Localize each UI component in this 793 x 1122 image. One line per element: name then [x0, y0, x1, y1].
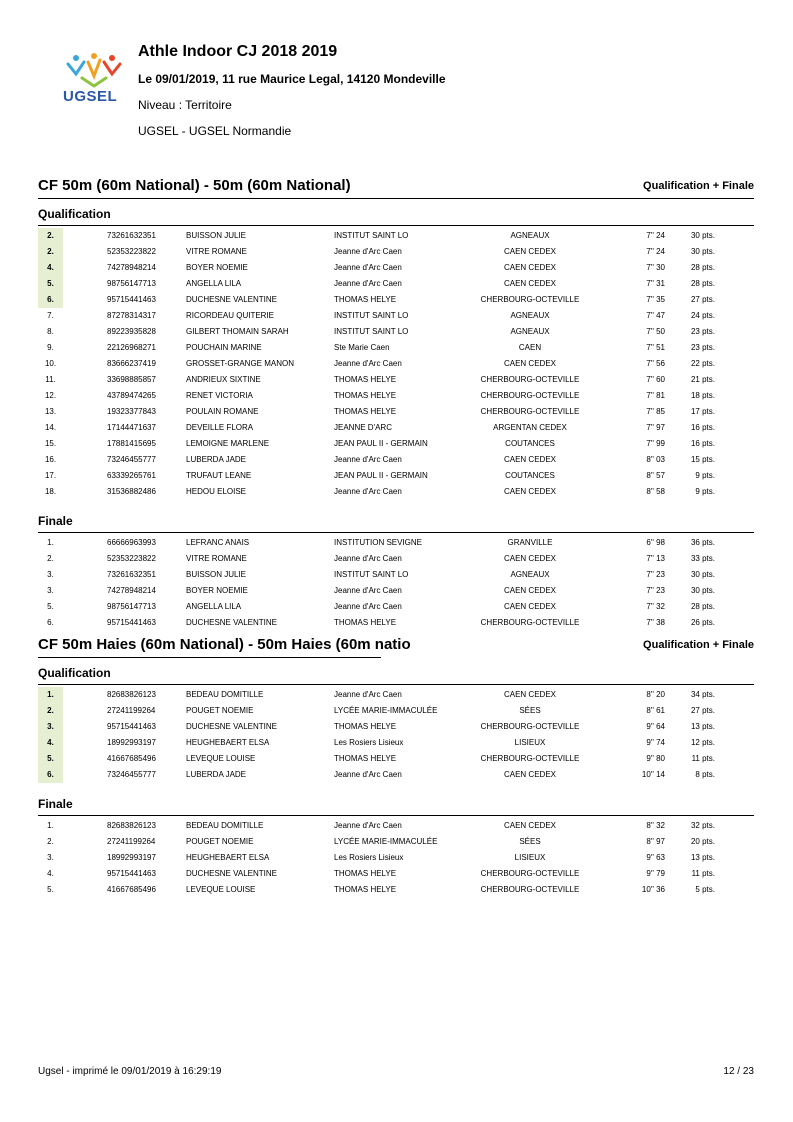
performance: 10'' 36 — [641, 885, 665, 894]
performance: 7'' 30 — [646, 263, 665, 272]
rank: 1. — [38, 687, 63, 703]
club: INSTITUT SAINT LO — [334, 311, 409, 320]
athlete-name: POUCHAIN MARINE — [186, 343, 262, 352]
club: THOMAS HELYE — [334, 295, 397, 304]
athlete-name: POULAIN ROMANE — [186, 407, 259, 416]
license-number: 52353223822 — [107, 554, 156, 563]
rank: 1. — [47, 821, 54, 830]
result-row — [38, 719, 754, 735]
city: COUTANCES — [505, 471, 555, 480]
result-row — [38, 436, 754, 452]
rank: 2. — [47, 554, 54, 563]
athlete-name: POUGET NOEMIE — [186, 837, 254, 846]
round-rule — [38, 684, 754, 685]
result-row — [38, 244, 754, 260]
rank: 2. — [38, 228, 63, 244]
rank: 9. — [47, 343, 54, 352]
license-number: 74278948214 — [107, 586, 156, 595]
result-row — [38, 767, 754, 783]
license-number: 52353223822 — [107, 247, 156, 256]
license-number: 73261632351 — [107, 231, 156, 240]
performance: 9'' 80 — [646, 754, 665, 763]
city: COUTANCES — [505, 439, 555, 448]
athletes-logo-icon — [62, 52, 126, 92]
result-row — [38, 276, 754, 292]
license-number: 63339265761 — [107, 471, 156, 480]
athlete-name: LEVEQUE LOUISE — [186, 754, 256, 763]
rank: 3. — [47, 586, 54, 595]
rank: 5. — [47, 602, 54, 611]
rank: 6. — [38, 767, 63, 783]
club: THOMAS HELYE — [334, 618, 397, 627]
points: 12 pts. — [690, 738, 715, 747]
city: CAEN CEDEX — [503, 359, 556, 368]
city: CAEN CEDEX — [503, 263, 556, 272]
club: LYCÉE MARIE-IMMACULÉE — [334, 837, 438, 846]
performance: 7'' 56 — [646, 359, 665, 368]
athlete-name: GILBERT THOMAIN SARAH — [186, 327, 289, 336]
round-rule — [38, 532, 754, 533]
points: 13 pts. — [690, 853, 715, 862]
performance: 7'' 60 — [646, 375, 665, 384]
club: THOMAS HELYE — [334, 391, 397, 400]
club: Jeanne d'Arc Caen — [334, 263, 402, 272]
performance: 7'' 97 — [646, 423, 665, 432]
city: CHERBOURG-OCTEVILLE — [480, 869, 580, 878]
performance: 7'' 13 — [646, 554, 665, 563]
athlete-name: ANGELLA LILA — [186, 279, 242, 288]
athlete-name: RENET VICTORIA — [186, 391, 253, 400]
athlete-name: DUCHESNE VALENTINE — [186, 722, 277, 731]
performance: 8'' 57 — [646, 471, 665, 480]
rank: 11. — [45, 375, 56, 384]
athlete-name: LUBERDA JADE — [186, 455, 247, 464]
city: CHERBOURG-OCTEVILLE — [480, 754, 580, 763]
points: 33 pts. — [690, 554, 715, 563]
print-info: Ugsel - imprimé le 09/01/2019 à 16:29:19 — [38, 1066, 222, 1077]
city: CAEN CEDEX — [503, 690, 556, 699]
points: 27 pts. — [690, 295, 715, 304]
club: Jeanne d'Arc Caen — [334, 554, 402, 563]
club: Jeanne d'Arc Caen — [334, 821, 402, 830]
city: CHERBOURG-OCTEVILLE — [480, 722, 580, 731]
points: 27 pts. — [690, 706, 715, 715]
rank: 2. — [38, 244, 63, 260]
athlete-name: LEMOIGNE MARLENE — [186, 439, 270, 448]
event-rule — [38, 198, 754, 199]
result-row — [38, 703, 754, 719]
license-number: 43789474265 — [107, 391, 156, 400]
city: CHERBOURG-OCTEVILLE — [480, 618, 580, 627]
event-rule — [38, 657, 381, 658]
club: Jeanne d'Arc Caen — [334, 487, 402, 496]
rank: 13. — [44, 407, 57, 416]
rank: 5. — [47, 885, 54, 894]
city: CAEN CEDEX — [503, 554, 556, 563]
points: 9 pts. — [695, 487, 715, 496]
points: 26 pts. — [690, 618, 715, 627]
points: 5 pts. — [695, 885, 715, 894]
rank: 18. — [44, 487, 57, 496]
city: AGNEAUX — [510, 327, 550, 336]
performance: 8'' 97 — [646, 837, 665, 846]
points: 30 pts. — [690, 247, 715, 256]
athlete-name: HEUGHEBAERT ELSA — [186, 853, 270, 862]
club: THOMAS HELYE — [334, 869, 397, 878]
performance: 8'' 32 — [646, 821, 665, 830]
club: INSTITUT SAINT LO — [334, 327, 409, 336]
points: 32 pts. — [690, 821, 715, 830]
event-title: CF 50m (60m National) - 50m (60m National) — [38, 177, 351, 194]
event-header — [38, 177, 754, 199]
result-row — [38, 260, 754, 276]
license-number: 66666963993 — [107, 538, 156, 547]
athlete-name: RICORDEAU QUITERIE — [186, 311, 275, 320]
performance: 9'' 64 — [646, 722, 665, 731]
rank: 1. — [47, 538, 54, 547]
license-number: 95715441463 — [107, 295, 156, 304]
points: 8 pts. — [695, 770, 715, 779]
athlete-name: BUISSON JULIE — [186, 231, 247, 240]
result-row — [38, 599, 754, 615]
city: CAEN — [518, 343, 542, 352]
license-number: 98756147713 — [107, 602, 156, 611]
points: 9 pts. — [695, 471, 715, 480]
rank: 6. — [38, 292, 63, 308]
license-number: 22126968271 — [107, 343, 156, 352]
license-number: 89223935828 — [107, 327, 156, 336]
event-type: Qualification + Finale — [643, 639, 754, 651]
result-row — [38, 850, 754, 866]
round-rule — [38, 225, 754, 226]
points: 30 pts. — [690, 586, 715, 595]
license-number: 18992993197 — [107, 738, 156, 747]
rank: 3. — [47, 570, 54, 579]
license-number: 18992993197 — [107, 853, 156, 862]
performance: 6'' 98 — [646, 538, 665, 547]
athlete-name: DEVEILLE FLORA — [186, 423, 254, 432]
city: GRANVILLE — [507, 538, 553, 547]
organizer: UGSEL - UGSEL Normandie — [138, 124, 292, 138]
points: 11 pts. — [691, 869, 715, 878]
athlete-name: BEDEAU DOMITILLE — [186, 821, 264, 830]
license-number: 73261632351 — [107, 570, 156, 579]
result-row — [38, 866, 754, 882]
result-row — [38, 882, 754, 898]
rank: 14. — [44, 423, 57, 432]
points: 28 pts. — [690, 263, 715, 272]
logo-text: UGSEL — [63, 88, 118, 105]
athlete-name: POUGET NOEMIE — [186, 706, 254, 715]
license-number: 87278314317 — [107, 311, 156, 320]
round-rule — [38, 815, 754, 816]
athlete-name: HEUGHEBAERT ELSA — [186, 738, 270, 747]
points: 16 pts. — [690, 423, 715, 432]
points: 28 pts. — [690, 602, 715, 611]
points: 16 pts. — [690, 439, 715, 448]
rank: 4. — [47, 869, 54, 878]
result-row — [38, 818, 754, 834]
license-number: 73246455777 — [107, 770, 156, 779]
club: Jeanne d'Arc Caen — [334, 602, 402, 611]
rank: 8. — [47, 327, 54, 336]
performance: 7'' 35 — [646, 295, 665, 304]
club: Jeanne d'Arc Caen — [334, 359, 402, 368]
result-row — [38, 340, 754, 356]
club: THOMAS HELYE — [334, 754, 397, 763]
points: 30 pts. — [690, 570, 715, 579]
points: 18 pts. — [690, 391, 715, 400]
license-number: 95715441463 — [107, 618, 156, 627]
city: CAEN CEDEX — [503, 247, 556, 256]
rank: 17. — [44, 471, 57, 480]
license-number: 17144471637 — [107, 423, 156, 432]
points: 24 pts. — [690, 311, 715, 320]
points: 21 pts. — [690, 375, 715, 384]
performance: 8'' 58 — [646, 487, 665, 496]
performance: 7'' 31 — [646, 279, 665, 288]
club: Jeanne d'Arc Caen — [334, 690, 402, 699]
club: Jeanne d'Arc Caen — [334, 770, 402, 779]
license-number: 82683826123 — [107, 690, 156, 699]
rank: 5. — [38, 276, 63, 292]
performance: 7'' 38 — [646, 618, 665, 627]
city: LISIEUX — [514, 738, 546, 747]
athlete-name: VITRE ROMANE — [186, 554, 247, 563]
city: LISIEUX — [514, 853, 546, 862]
city: CAEN CEDEX — [503, 602, 556, 611]
city: CHERBOURG-OCTEVILLE — [480, 295, 580, 304]
points: 28 pts. — [690, 279, 715, 288]
city: CAEN CEDEX — [503, 279, 556, 288]
rank: 16. — [44, 455, 57, 464]
rank: 12. — [44, 391, 57, 400]
performance: 9'' 74 — [646, 738, 665, 747]
club: JEANNE D'ARC — [334, 423, 392, 432]
rank: 15. — [44, 439, 57, 448]
athlete-name: HEDOU ELOISE — [186, 487, 247, 496]
performance: 7'' 51 — [646, 343, 665, 352]
event-title: CF 50m Haies (60m National) - 50m Haies (60m natio — [38, 636, 411, 653]
city: CAEN CEDEX — [503, 455, 556, 464]
points: 30 pts. — [690, 231, 715, 240]
license-number: 98756147713 — [107, 279, 156, 288]
rank: 2. — [38, 703, 63, 719]
rank: 3. — [47, 853, 54, 862]
city: CHERBOURG-OCTEVILLE — [480, 375, 580, 384]
club: Jeanne d'Arc Caen — [334, 455, 402, 464]
athlete-name: DUCHESNE VALENTINE — [186, 869, 277, 878]
club: THOMAS HELYE — [334, 722, 397, 731]
rank: 4. — [38, 260, 63, 276]
club: THOMAS HELYE — [334, 375, 397, 384]
club: INSTITUT SAINT LO — [334, 231, 409, 240]
result-row — [38, 687, 754, 703]
round-title: Finale — [38, 514, 73, 528]
round-title: Finale — [38, 797, 73, 811]
result-row — [38, 292, 754, 308]
athlete-name: GROSSET-GRANGE MANON — [186, 359, 295, 368]
result-row — [38, 356, 754, 372]
club: THOMAS HELYE — [334, 885, 397, 894]
points: 13 pts. — [690, 722, 715, 731]
performance: 9'' 79 — [646, 869, 665, 878]
license-number: 73246455777 — [107, 455, 156, 464]
result-row — [38, 324, 754, 340]
points: 34 pts. — [690, 690, 715, 699]
result-row — [38, 452, 754, 468]
rank: 4. — [38, 735, 63, 751]
result-row — [38, 484, 754, 500]
athlete-name: BOYER NOEMIE — [186, 263, 248, 272]
performance: 7'' 32 — [646, 602, 665, 611]
performance: 8'' 61 — [646, 706, 665, 715]
city: CHERBOURG-OCTEVILLE — [480, 391, 580, 400]
result-row — [38, 567, 754, 583]
result-row — [38, 420, 754, 436]
result-row — [38, 583, 754, 599]
athlete-name: LUBERDA JADE — [186, 770, 247, 779]
club: Jeanne d'Arc Caen — [334, 586, 402, 595]
points: 36 pts. — [690, 538, 715, 547]
athlete-name: DUCHESNE VALENTINE — [186, 618, 277, 627]
performance: 7'' 81 — [646, 391, 665, 400]
round-title: Qualification — [38, 666, 111, 680]
city: CAEN CEDEX — [503, 770, 556, 779]
city: SÉES — [519, 837, 541, 846]
athlete-name: LEVEQUE LOUISE — [186, 885, 256, 894]
club: Jeanne d'Arc Caen — [334, 247, 402, 256]
club: THOMAS HELYE — [334, 407, 397, 416]
result-row — [38, 834, 754, 850]
result-row — [38, 735, 754, 751]
result-row — [38, 615, 754, 631]
rank: 10. — [44, 359, 57, 368]
date-place: Le 09/01/2019, 11 rue Maurice Legal, 14120 Mondeville — [138, 72, 446, 86]
club: Les Rosiers Lisieux — [334, 738, 404, 747]
level: Niveau : Territoire — [138, 98, 232, 112]
points: 23 pts. — [690, 327, 715, 336]
city: CAEN CEDEX — [503, 586, 556, 595]
license-number: 82683826123 — [107, 821, 156, 830]
license-number: 95715441463 — [107, 722, 156, 731]
club: LYCÉE MARIE-IMMACULÉE — [334, 706, 438, 715]
rank: 2. — [47, 837, 54, 846]
city: CHERBOURG-OCTEVILLE — [480, 407, 580, 416]
athlete-name: BOYER NOEMIE — [186, 586, 248, 595]
license-number: 41667685496 — [107, 885, 156, 894]
event-header — [38, 636, 754, 658]
points: 20 pts. — [690, 837, 715, 846]
city: SÉES — [519, 706, 541, 715]
performance: 7'' 23 — [646, 586, 665, 595]
result-row — [38, 535, 754, 551]
athlete-name: BEDEAU DOMITILLE — [186, 690, 264, 699]
city: ARGENTAN CEDEX — [493, 423, 567, 432]
city: AGNEAUX — [510, 231, 550, 240]
points: 23 pts. — [690, 343, 715, 352]
license-number: 41667685496 — [107, 754, 156, 763]
performance: 8'' 03 — [646, 455, 665, 464]
athlete-name: TRUFAUT LEANE — [186, 471, 252, 480]
city: AGNEAUX — [510, 311, 550, 320]
license-number: 17881415695 — [107, 439, 156, 448]
performance: 7'' 50 — [646, 327, 665, 336]
athlete-name: ANGELLA LILA — [186, 602, 242, 611]
rank: 7. — [47, 311, 54, 320]
points: 11 pts. — [691, 754, 715, 763]
license-number: 95715441463 — [107, 869, 156, 878]
event-type: Qualification + Finale — [643, 180, 754, 192]
rank: 6. — [47, 618, 54, 627]
performance: 10'' 14 — [641, 770, 665, 779]
result-row — [38, 228, 754, 244]
license-number: 74278948214 — [107, 263, 156, 272]
license-number: 31536882486 — [107, 487, 156, 496]
result-row — [38, 468, 754, 484]
result-row — [38, 751, 754, 767]
performance: 8'' 20 — [646, 690, 665, 699]
club: Jeanne d'Arc Caen — [334, 279, 402, 288]
result-row — [38, 308, 754, 324]
performance: 7'' 99 — [646, 439, 665, 448]
club: Ste Marie Caen — [334, 343, 390, 352]
athlete-name: ANDRIEUX SIXTINE — [186, 375, 261, 384]
page-number: 12 / 23 — [723, 1066, 754, 1077]
club: JEAN PAUL II - GERMAIN — [334, 471, 428, 480]
city: CHERBOURG-OCTEVILLE — [480, 885, 580, 894]
points: 15 pts. — [690, 455, 715, 464]
license-number: 27241199264 — [107, 706, 156, 715]
city: AGNEAUX — [510, 570, 550, 579]
club: Les Rosiers Lisieux — [334, 853, 404, 862]
round-title: Qualification — [38, 207, 111, 221]
city: CAEN CEDEX — [503, 487, 556, 496]
points: 17 pts. — [690, 407, 715, 416]
performance: 7'' 23 — [646, 570, 665, 579]
license-number: 33698885857 — [107, 375, 156, 384]
event-section — [38, 636, 754, 898]
performance: 7'' 24 — [646, 231, 665, 240]
club: JEAN PAUL II - GERMAIN — [334, 439, 428, 448]
club: INSTITUTION SEVIGNE — [334, 538, 423, 547]
athlete-name: BUISSON JULIE — [186, 570, 247, 579]
performance: 7'' 24 — [646, 247, 665, 256]
result-row — [38, 372, 754, 388]
event-section — [38, 177, 754, 631]
city: CAEN CEDEX — [503, 821, 556, 830]
rank: 5. — [38, 751, 63, 767]
rank: 3. — [38, 719, 63, 735]
result-row — [38, 551, 754, 567]
club: INSTITUT SAINT LO — [334, 570, 409, 579]
result-row — [38, 388, 754, 404]
performance: 7'' 85 — [646, 407, 665, 416]
competition-title: Athle Indoor CJ 2018 2019 — [138, 43, 338, 60]
athlete-name: LEFRANC ANAIS — [186, 538, 250, 547]
result-row — [38, 404, 754, 420]
athlete-name: VITRE ROMANE — [186, 247, 247, 256]
performance: 7'' 47 — [646, 311, 665, 320]
performance: 9'' 63 — [646, 853, 665, 862]
points: 22 pts. — [690, 359, 715, 368]
license-number: 27241199264 — [107, 837, 156, 846]
license-number: 19323377843 — [107, 407, 156, 416]
athlete-name: DUCHESNE VALENTINE — [186, 295, 277, 304]
license-number: 83666237419 — [107, 359, 156, 368]
